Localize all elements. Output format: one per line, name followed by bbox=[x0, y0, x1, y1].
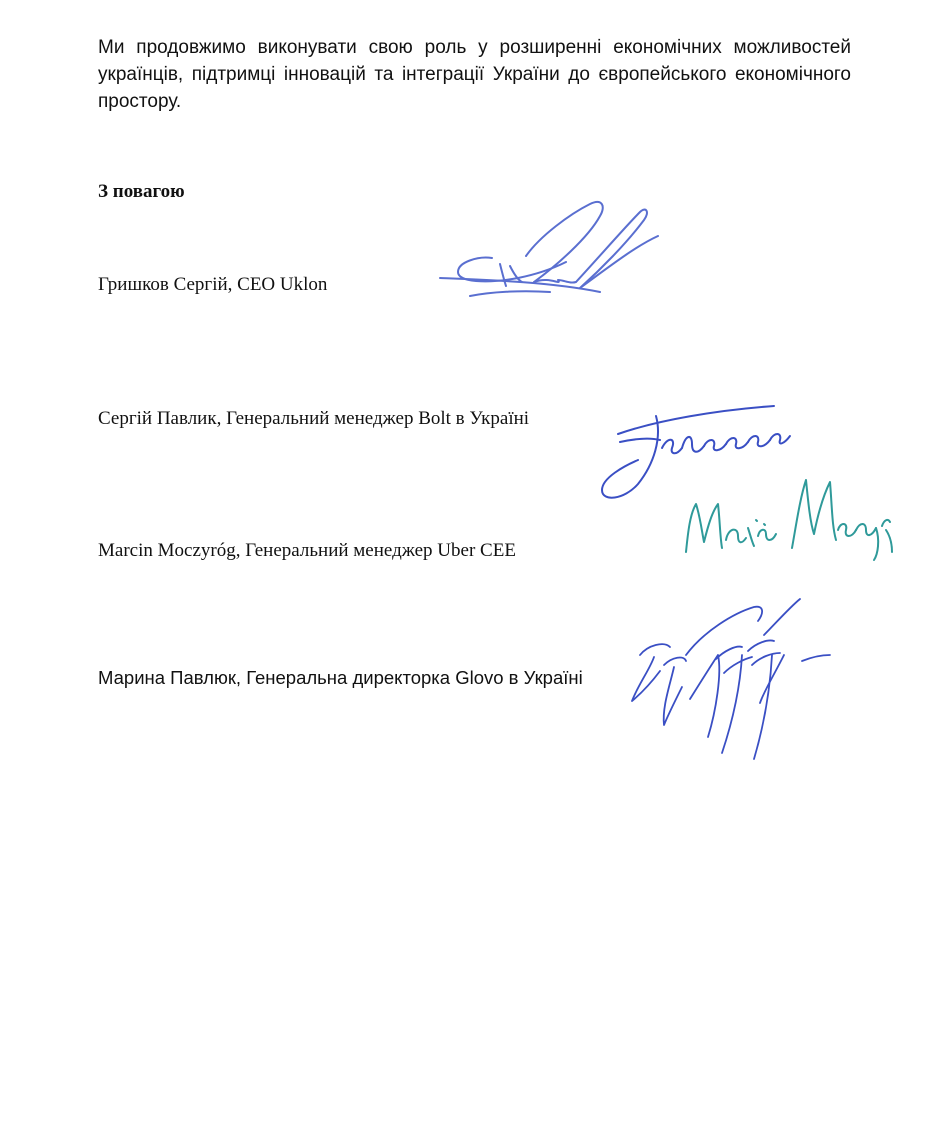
signature-glovo bbox=[624, 595, 834, 770]
signature-uber bbox=[668, 470, 900, 565]
signer-bolt: Сергій Павлик, Генеральний менеджер Bolt в Україні bbox=[98, 408, 530, 429]
signer-uklon: Гришков Сергій, CEO Uklon bbox=[98, 274, 328, 295]
intro-paragraph: Ми продовжимо виконувати свою роль у розширенні економічних можливостей українців, підтримці інновацій та інтеграції України до європейського економічного простору. bbox=[98, 37, 851, 112]
signature-uklon bbox=[430, 196, 665, 306]
signer-glovo: Марина Павлюк, Генеральна директорка Glovo в Україні bbox=[98, 667, 583, 688]
signer-uber: Marcin Moczyróg, Генеральний менеджер Uber CEE bbox=[98, 540, 516, 561]
closing-salutation: З повагою bbox=[98, 181, 185, 202]
